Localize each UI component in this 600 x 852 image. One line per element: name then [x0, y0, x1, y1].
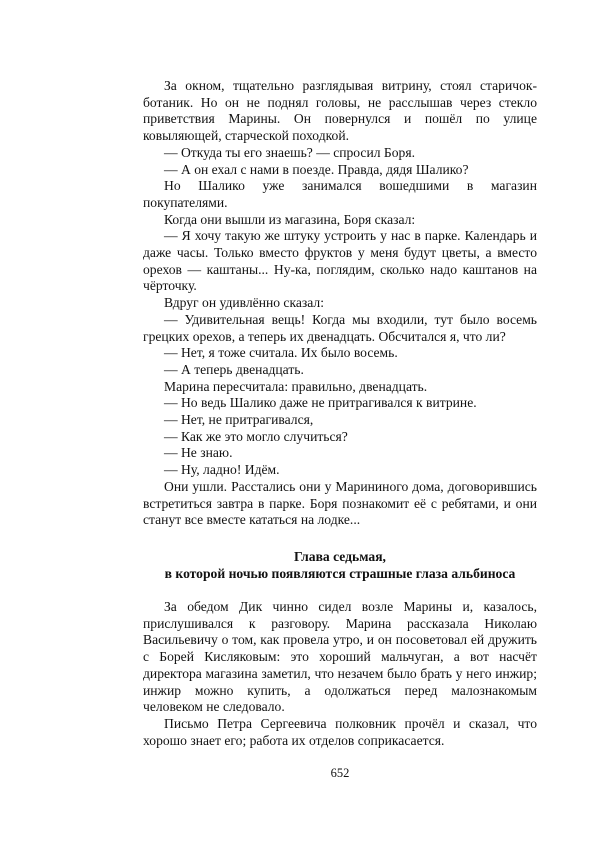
paragraph: За обедом Дик чинно сидел возле Марины и, казалось, прислушивался к разговору. Марина рассказала Николаю Васильевичу о том, как провела утро, и он посоветовал ей дружить с Борей Кисляковым: это хороший мальчуган, а вот насчёт директора магазина заметил, что незачем было брать у него инжир; инжир можно купить, а одолжаться перед малознакомым человеком не следовало. [143, 599, 537, 715]
chapter-title-line2: в которой ночью появляются страшные глаза альбиноса [164, 565, 516, 581]
paragraph: — Не знаю. [164, 445, 233, 461]
paragraph: — Как же это могло случиться? [164, 428, 348, 444]
chapter-title-line1: Глава седьмая, [294, 549, 386, 564]
paragraph: Но Шалико уже занимался вошедшими в магазин покупателями. [143, 178, 537, 210]
paragraph: За окном, тщательно разглядывая витрину, стоял старичок-ботаник. Но он не поднял головы, не расслышав через стекло приветствия Марины. Он повернулся и пошёл по улице ковыляющей, старческой походкой. [143, 78, 537, 144]
paragraph: — Откуда ты его знаешь? — спросил Боря. [164, 144, 415, 160]
text-block-before-chapter [143, 78, 537, 529]
paragraph: Они ушли. Расстались они у Марининого дома, договорившись встретиться завтра в парке. Боря познакомит её с ребятами, и они станут все вместе кататься на лодке... [143, 478, 537, 528]
chapter-heading [143, 549, 537, 582]
paragraph: Письмо Петра Сергеевича полковник прочёл и сказал, что хорошо знает его; работа их отделов соприкасается. [143, 715, 537, 748]
paragraph: — Нет, я тоже считала. Их было восемь. [164, 345, 398, 361]
paragraph: — Нет, не притрагивался, [164, 412, 314, 428]
paragraph: — Ну, ладно! Идём. [164, 462, 280, 478]
paragraph: — Я хочу такую же штуку устроить у нас в парке. Календарь и даже часы. Только вместо фруктов у меня будут цветы, а вместо орехов — каштаны... Ну-ка, поглядим, сколько надо каштанов на чёрточку. [143, 228, 537, 294]
paragraph: — Но ведь Шалико даже не притрагивался к витрине. [164, 395, 477, 411]
page-number: 652 [330, 766, 350, 780]
text-block-after-chapter [143, 599, 537, 749]
paragraph: Вдруг он удивлённо сказал: [164, 295, 324, 311]
paragraph: Когда они вышли из магазина, Боря сказал: [164, 211, 416, 227]
paragraph: Марина пересчитала: правильно, двенадцать. [164, 378, 428, 394]
paragraph: — А он ехал с нами в поезде. Правда, дядя Шалико? [164, 161, 469, 177]
paragraph: — Удивительная вещь! Когда мы входили, тут было восемь грецких орехов, а теперь их двенадцать. Обсчитался я, что ли? [143, 311, 537, 344]
paragraph: — А теперь двенадцать. [164, 361, 304, 377]
